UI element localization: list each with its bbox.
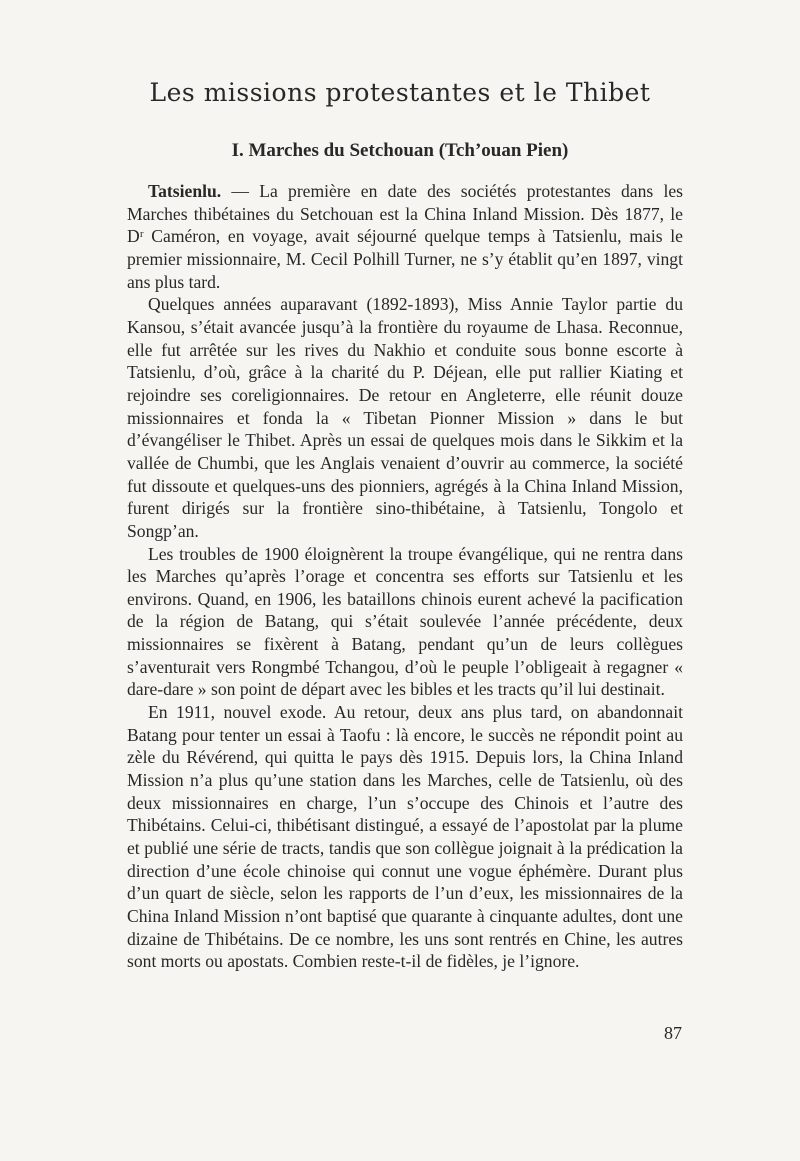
paragraph [127, 180, 683, 293]
page-number: 87 [664, 1023, 682, 1043]
body-text [127, 180, 683, 973]
paragraph: Les troubles de 1900 éloignèrent la troupe évangélique, qui ne rentra dans les Marches qu’après l’orage et concentra ses efforts sur Tatsienlu et les environs. Quand, en 1906, les bataillons chinois eurent achevé la pacification de la région de Batang, qui s’était soulevée l’année précédente, deux missionnaires se fixèrent à Batang, pendant qu’un de leurs collègues s’aventurait vers Rongmbé Tchangou, d’où le peuple l’obligeait à regagner « dare-dare » son point de départ avec les bibles et les tracts qu’il lui destinait. [127, 543, 683, 700]
run-in-heading: Tatsienlu. [148, 181, 222, 201]
paragraph: En 1911, nouvel exode. Au retour, deux ans plus tard, on abandonnait Batang pour tenter un essai à Taofu : là encore, le succès ne répondit point au zèle du Révérend, qui quitta le pays dès 1915. Depuis lors, la China Inland Mission n’a plus qu’une station dans les Marches, celle de Tatsienlu, où des deux missionnaires en charge, l’un s’occupe des Chinois et l’autre des Thibétains. Celui-ci, thibétisant distingué, a essayé de l’apostolat par la plume et publié une série de tracts, tandis que son collègue joignait à la prédication la direction d’une école chinoise qui connut une vogue éphémère. Durant plus d’un quart de siècle, selon les rapports de l’un d’eux, les missionnaires de la China Inland Mission n’ont baptisé que quarante à cinquante adultes, dont une dizaine de Thibétains. De ce nombre, les uns sont rentrés en Chine, les autres sont morts ou apostats. Combien reste-t-il de fidèles, je l’ignore. [127, 702, 683, 972]
paragraph: Quelques années auparavant (1892-1893), Miss Annie Taylor partie du Kansou, s’était avancée jusqu’à la frontière du royaume de Lhasa. Reconnue, elle fut arrêtée sur les rives du Nakhio et conduite sous bonne escorte à Tatsienlu, d’où, grâce à la charité du P. Déjean, elle put rallier Kiating et rejoindre ses coreligionnaires. De retour en Angleterre, elle réunit douze missionnaires et fonda la « Tibetan Pionner Mission » dans le but d’évangéliser le Thibet. Après un essai de quelques mois dans le Sikkim et la vallée de Chumbi, que les Anglais venaient d’ouvrir au commerce, la société fut dissoute et quelques-uns des pionniers, agrégés à la China Inland Mission, furent dirigés sur la frontière sino-thibétaine, à Tatsienlu, Tongolo et Songp’an. [127, 294, 683, 541]
section-heading: I. Marches du Setchouan (Tch’ouan Pien) [231, 140, 569, 161]
chapter-title: Les missions protestantes et le Thibet [149, 78, 651, 107]
paragraph-text: — La première en date des sociétés protestantes dans les Marches thibétaines du Setchouan est la China Inland Mission. Dès 1877, le Dʳ Caméron, en voyage, avait séjourné quelque temps à Tatsienlu, mais le premier missionnaire, M. Cecil Polhill Turner, ne s’y établit qu’en 1897, vingt ans plus tard. [127, 181, 683, 292]
